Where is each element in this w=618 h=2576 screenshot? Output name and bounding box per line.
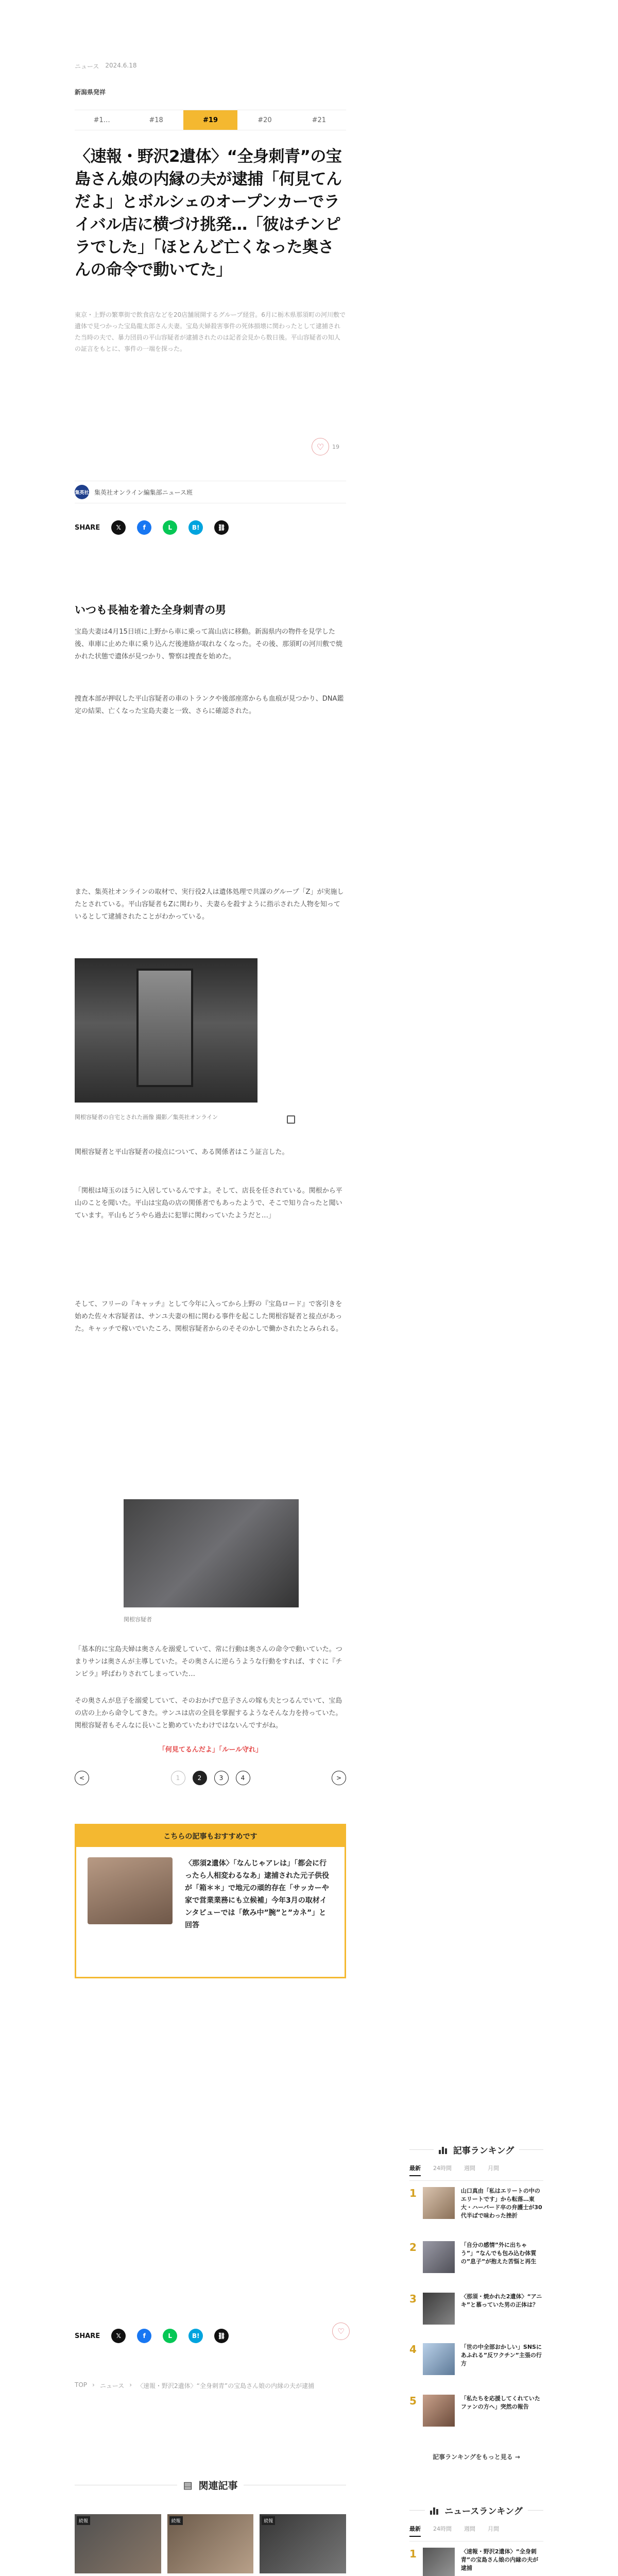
- ranking-title-text[interactable]: 〈那須・焼かれた2遺体〉“アニキ”と慕っていた男の正体は？: [460, 2293, 542, 2308]
- author-name[interactable]: 集英社オンライン編集部ニュース班: [94, 488, 193, 496]
- tag-tabs: [75, 110, 346, 130]
- favorite-widget[interactable]: [312, 438, 339, 455]
- hatena-share-icon[interactable]: B!: [188, 520, 203, 535]
- breadcrumb: [75, 2381, 314, 2390]
- ranking-number: 3: [409, 2293, 417, 2305]
- publisher-logo: 集英社: [75, 485, 89, 499]
- share-bar-bottom: [75, 2329, 346, 2343]
- x-share-icon[interactable]: 𝕏: [111, 520, 126, 535]
- ranking-title-text[interactable]: 「世の中全部おかしい」SNSにあふれる”反ワクチン”主張の行方: [460, 2344, 542, 2367]
- paragraph-4: 関根容疑者と平山容疑者の接点について、ある関係者はこう証言した。: [75, 1148, 289, 1156]
- page-wrapper: [75, 0, 543, 2576]
- line-share-icon[interactable]: L: [163, 520, 177, 535]
- paragraph-5: 「関根は埼玉のほうに入居しているんですよ。そして、店長を任されている。関根から平山のことを聞いた。平山は宝島の店の関係者でもあったようで、そこで知り合ったと聞いています。平山もどうやら過去に犯罪に関わっていたようだと…」: [75, 1187, 342, 1219]
- ranking-item[interactable]: [409, 2395, 543, 2427]
- article-photo-1[interactable]: [75, 958, 258, 1103]
- ranking-tab-latest[interactable]: 最新: [409, 2524, 421, 2537]
- recommend-title[interactable]: 〈那須2遺体〉「なんじゃアレは」「都会に行ったら人相変わるなあ」逮捕された元子供役が「箱＊＊」で地元の頑的存在「サッカーや家で営業業務にも立候補」今年3月の取材インタビューでは「飲み中”腕”と”カネ”」と回答: [185, 1859, 329, 1929]
- ranking-number: 2: [409, 2241, 417, 2253]
- breadcrumb-top[interactable]: TOP: [75, 2381, 88, 2388]
- ranking-tab-monthly[interactable]: 月間: [488, 2165, 499, 2172]
- related-icon: ▤: [183, 2479, 193, 2491]
- ranking-item[interactable]: [409, 2187, 543, 2220]
- recommend-box[interactable]: [75, 1824, 346, 1978]
- ranking-tab-weekly[interactable]: 週間: [464, 2165, 475, 2172]
- related-card[interactable]: [167, 2514, 254, 2576]
- ranking-number: 5: [409, 2395, 417, 2407]
- teaser-prefix: 「: [158, 1746, 165, 1754]
- article-photo-2[interactable]: [124, 1499, 299, 1607]
- ranking-title: 記事ランキング: [453, 2146, 514, 2156]
- ranking-title-text[interactable]: 「私たちを応援してくれていたファンの方へ」突然の報告: [460, 2395, 540, 2410]
- related-card[interactable]: [260, 2514, 346, 2576]
- pager-next-button[interactable]: >: [332, 1771, 346, 1785]
- ranking-bar-icon: [439, 2146, 448, 2154]
- ranking-tab-24h[interactable]: 24時間: [433, 2165, 452, 2172]
- hatena-share-icon[interactable]: B!: [188, 2329, 203, 2343]
- photo-1-caption: 関根容疑者の自宅とされた画像 撮影／集英社オンライン: [75, 1114, 218, 1121]
- facebook-share-icon[interactable]: f: [137, 2329, 151, 2343]
- chevron-right-icon: ›: [92, 2381, 95, 2388]
- zoom-icon[interactable]: [287, 1115, 295, 1124]
- news-ranking-tabs: [409, 2524, 543, 2541]
- related-title: 関連記事: [198, 2480, 238, 2492]
- heart-icon[interactable]: ♡: [312, 438, 329, 455]
- line-share-icon[interactable]: L: [163, 2329, 177, 2343]
- breadcrumb-article: 〈速報・野沢2遺体〉“全身刺青”の宝島さん娘の内縁の夫が逮捕: [137, 2382, 315, 2389]
- card-badge: 続報: [77, 2516, 90, 2525]
- pager-page-2[interactable]: 2: [193, 1771, 207, 1785]
- subheading: いつも長袖を着た全身刺青の男: [75, 604, 226, 616]
- paragraph-3: また、集英社オンラインの取材で、実行役2人は遺体処理で共謀のグループ「Z」が実施したとされている。平山容疑者もZに関わり、夫妻らを殺すように指示された人物を知っているとして逮捕されたことがわかっている。: [75, 888, 344, 921]
- tag-18[interactable]: #18: [149, 116, 163, 124]
- pager-page-4[interactable]: 4: [236, 1771, 250, 1785]
- card-badge: 続報: [169, 2516, 183, 2525]
- share-label-bottom: SHARE: [75, 2332, 100, 2340]
- ranking-tab-latest[interactable]: 最新: [409, 2164, 421, 2176]
- ranking-title-text[interactable]: 「自分の感情”外に出ちゃう”」“なんでも包み込む体質の”息子”が抱えた苦悩と再生: [460, 2242, 537, 2265]
- paragraph-7: 「基本的に宝島夫婦は奥さんを溺愛していて、常に行動は奥さんの命令で動いていた。つまりサンは奥さんが主導していた。その奥さんに逆らうような行動をすれば、すぐに『チンピラ』呼ばわりされてしまっていた…: [75, 1646, 342, 1678]
- author-bar[interactable]: [75, 481, 346, 503]
- ranking-tab-weekly[interactable]: 週間: [464, 2526, 475, 2532]
- ranking-more-link[interactable]: 記事ランキングをもっと見る →: [433, 2453, 520, 2461]
- lead-text: 東京・上野の繁華街で飲食店などを20店舗展開するグループ経営。6月に栃木県那須町の河川敷で遺体で見つかった宝島龍太郎さん夫妻。宝島夫婦殺害事件の死体損壊に関わったとして逮捕された当時の夫で、暴力団員の平山容疑者が逮捕されたのは記者会見から数日後。平山容疑者の知人の証言をもとに、事件の一端を探った。: [75, 311, 346, 352]
- ranking-title-text[interactable]: 山口真由「私はエリートの中のエリートです」から転落…東大・ハーバード卒の弁護士が30代半ばで味わった挫折: [460, 2188, 542, 2219]
- news-ranking-title: ニュースランキング: [444, 2506, 523, 2517]
- next-page-teaser[interactable]: [75, 1744, 346, 1754]
- related-card[interactable]: [75, 2514, 161, 2576]
- ranking-tab-24h[interactable]: 24時間: [433, 2526, 452, 2532]
- ranking-title-text[interactable]: 〈速報・野沢2遺体〉“全身刺青”の宝島さん娘の内縁の夫が逮捕: [460, 2548, 539, 2571]
- related-heading: [75, 2478, 346, 2492]
- breadcrumb-news[interactable]: ニュース: [99, 2382, 125, 2389]
- section-label[interactable]: 新潟県発祥: [75, 89, 106, 96]
- related-grid: [75, 2514, 346, 2576]
- heart-icon[interactable]: ♡: [332, 2323, 350, 2340]
- paragraph-8: その奥さんが息子を溺愛していて、そのおかげで息子さんの嫁も夫とつるんでいて、宝島の店の上から命令してきた。サンユは店の全員を掌握するようなそんな力を持っていた。関根容疑者もそんなに長いこと勤めていたわけではないんですがね。: [75, 1697, 342, 1730]
- ranking-tab-monthly[interactable]: 月間: [488, 2526, 499, 2532]
- tag-19[interactable]: #19: [183, 110, 237, 130]
- news-ranking-item[interactable]: [409, 2548, 543, 2576]
- paragraph-2: 捜査本部が押収した平山容疑者の車のトランクや後部座席からも血痕が見つかり、DNA鑑定の結果、亡くなった宝島夫妻と一致、さらに確認された。: [75, 695, 344, 715]
- news-ranking-heading: [409, 2504, 543, 2517]
- recommend-thumbnail[interactable]: [88, 1857, 173, 1924]
- ranking-number: 4: [409, 2343, 417, 2355]
- x-share-icon[interactable]: 𝕏: [111, 2329, 126, 2343]
- meta-date: 2024.6.18: [105, 62, 137, 69]
- pager-page-3[interactable]: 3: [214, 1771, 229, 1785]
- ranking-bar-icon: [430, 2506, 439, 2515]
- ranking-number: 1: [409, 2187, 417, 2199]
- meta-site[interactable]: ニュース: [75, 63, 99, 70]
- pagination: [75, 1771, 346, 1785]
- photo-2-caption: 関根容疑者: [124, 1616, 152, 1623]
- tag-20[interactable]: #20: [258, 116, 272, 124]
- facebook-share-icon[interactable]: f: [137, 520, 151, 535]
- favorite-count: 19: [332, 443, 339, 450]
- link-copy-icon[interactable]: ⛓: [214, 2329, 229, 2343]
- share-bar-top: [75, 520, 346, 535]
- share-label: SHARE: [75, 523, 100, 532]
- ranking-item[interactable]: [409, 2343, 543, 2375]
- ranking-item[interactable]: [409, 2241, 543, 2273]
- teaser-link[interactable]: 何見てるんだよ」「ルール守れ」: [165, 1746, 263, 1754]
- headline: 〈速報・野沢2遺体〉“全身刺青”の宝島さん娘の内縁の夫が逮捕「何見てんだよ」とボルシェのオープンカーでライバル店に横づけ挑発…「彼はチンピラでした」「ほとんど亡くなった奥さんの命令で動いてた」: [75, 147, 342, 279]
- link-copy-icon[interactable]: ⛓: [214, 520, 229, 535]
- paragraph-1: 宝島夫妻は4月15日頃に上野から車に乗って嵩山店に移動。新潟県内の物件を見学した後、車庫に止めた車に乗り込んだ後連絡が取れなくなった。その後、那須町の河川敷で焼かれた状態で遺体が見つかり、警察は捜査を始めた。: [75, 628, 343, 660]
- ranking-item[interactable]: [409, 2293, 543, 2325]
- ranking-number: 1: [409, 2548, 417, 2560]
- recommend-heading: こちらの記事もおすすめです: [76, 1825, 345, 1847]
- tag-1[interactable]: #1…: [93, 116, 110, 124]
- article-meta: [75, 62, 136, 71]
- ranking-heading: [409, 2143, 543, 2156]
- pager-page-1[interactable]: 1: [171, 1771, 185, 1785]
- chevron-right-icon: ›: [129, 2381, 132, 2388]
- paragraph-6: そして、フリーの『キャッチ』として今年に入ってから上野の『宝島ロード』で客引きを始めた佐々木容疑者は、サンユ夫妻の相に関わる事件を起こした関根容疑者と接点があった。キャッチで稼いでいたころ、関根容疑者からのそそのかしで働かされたとみられる。: [75, 1300, 343, 1333]
- card-badge: 続報: [262, 2516, 275, 2525]
- tag-21[interactable]: #21: [312, 116, 327, 124]
- ranking-tabs: [409, 2164, 543, 2181]
- pager-prev-button[interactable]: <: [75, 1771, 89, 1785]
